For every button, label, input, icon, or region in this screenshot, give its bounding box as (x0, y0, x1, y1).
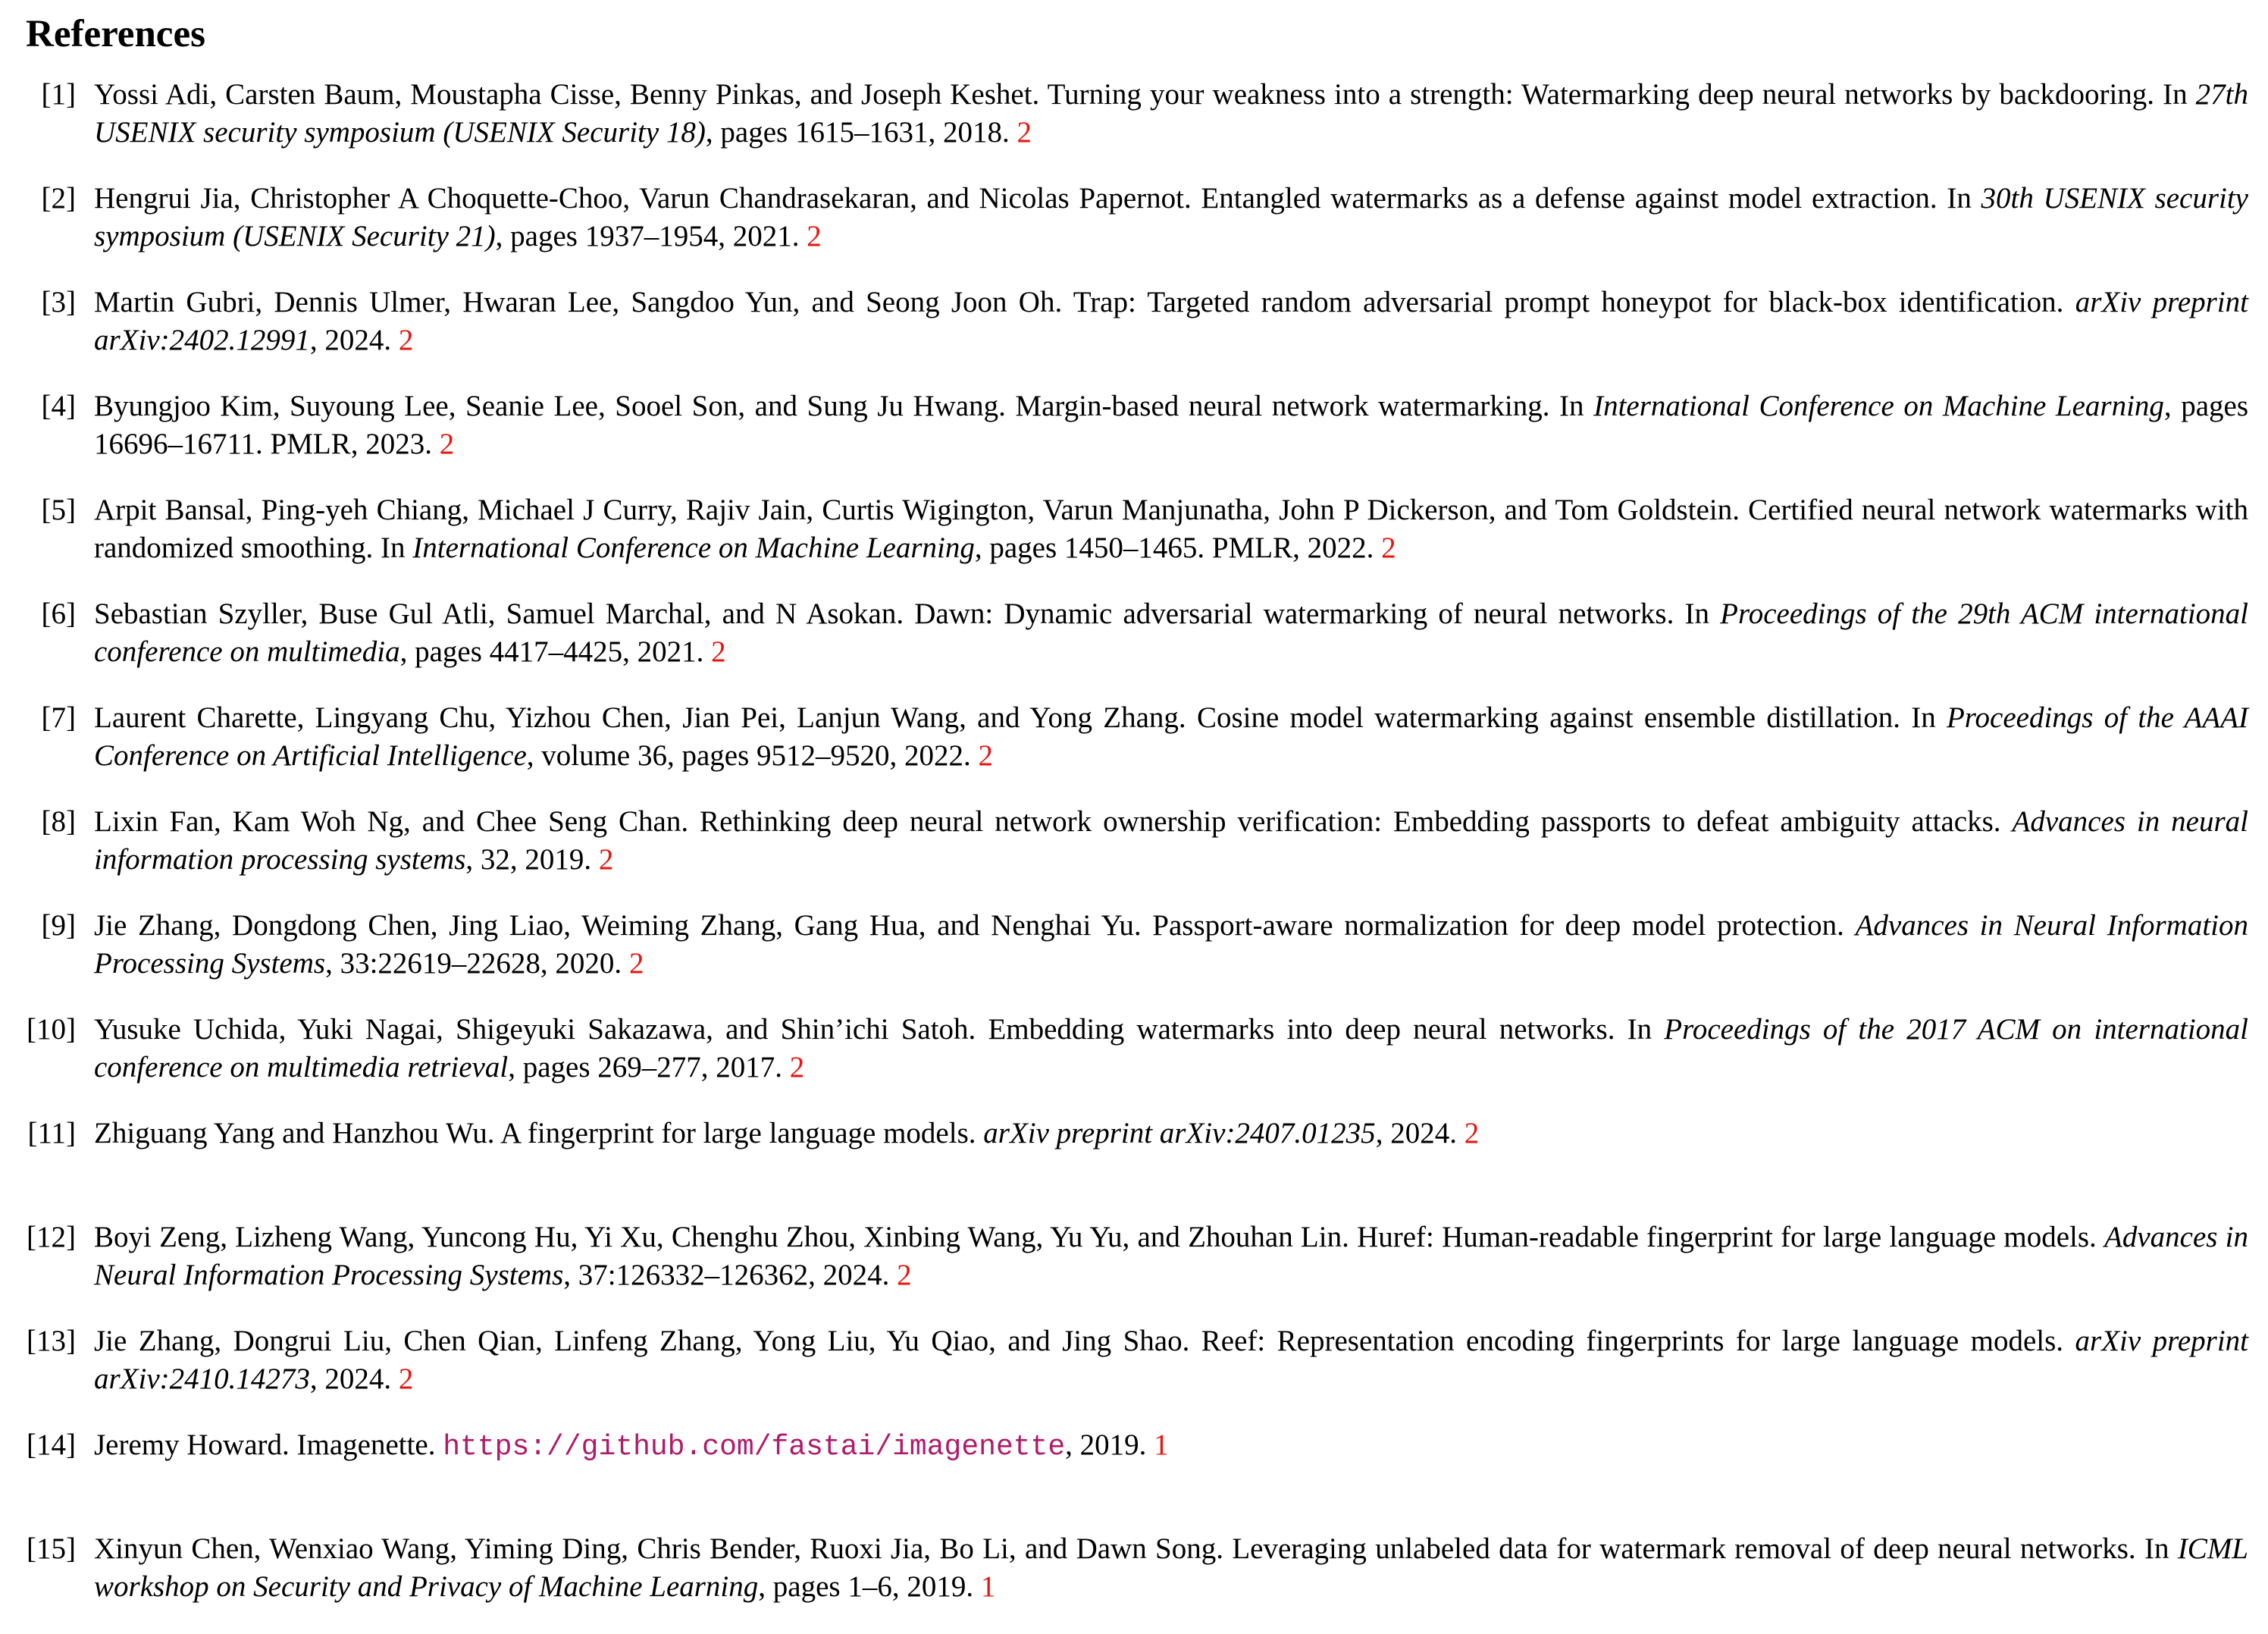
reference-venue: Advances in Neural Information Processing Systems (94, 909, 2248, 980)
reference-number: [9] (41, 909, 76, 942)
reference-text (94, 699, 2248, 775)
reference-number: [12] (27, 1221, 76, 1253)
reference-venue: 30th USENIX security symposium (USENIX Security 21) (94, 182, 2248, 252)
reference-authors-title: Byungjoo Kim, Suyoung Lee, Seanie Lee, Sooel Son, and Sung Ju Hwang. Margin-based neural network watermarking. In (94, 390, 1594, 422)
reference-authors-title: Jeremy Howard. Imagenette. (94, 1429, 443, 1461)
reference-number: [10] (27, 1013, 76, 1046)
reference-details: , pages 4417–4425, 2021. (399, 635, 712, 668)
reference-number: [2] (41, 182, 76, 215)
reference-backref-link[interactable]: 2 (1464, 1117, 1480, 1149)
reference-details: , pages 16696–16711. PMLR, 2023. (94, 390, 2249, 460)
reference-entry (0, 1011, 2268, 1115)
reference-backref-link[interactable]: 2 (1381, 532, 1396, 564)
reference-text (94, 907, 2248, 983)
reference-number: [13] (27, 1325, 76, 1357)
reference-authors-title: Sebastian Szyller, Buse Gul Atli, Samuel Marchal, and N Asokan. Dawn: Dynamic adversarial watermarking of neural networks. In (94, 597, 1721, 630)
reference-details: , volume 36, pages 9512–9520, 2022. (526, 739, 979, 772)
reference-backref-link[interactable]: 2 (598, 843, 614, 876)
reference-details: , 37:126332–126362, 2024. (563, 1259, 897, 1291)
reference-entry (0, 1426, 2268, 1530)
reference-entry (0, 699, 2268, 803)
reference-backref-link[interactable]: 2 (398, 324, 414, 356)
reference-venue: arXiv preprint arXiv:2407.01235 (983, 1117, 1376, 1149)
reference-venue: arXiv preprint arXiv:2410.14273 (94, 1325, 2248, 1395)
reference-text (94, 1426, 2248, 1466)
reference-number: [8] (41, 805, 76, 838)
reference-details: , pages 1937–1954, 2021. (495, 220, 807, 252)
reference-details: , pages 1450–1465. PMLR, 2022. (974, 532, 1382, 564)
reference-text (94, 180, 2248, 256)
reference-text (94, 595, 2248, 671)
reference-authors-title: Jie Zhang, Dongdong Chen, Jing Liao, Weiming Zhang, Gang Hua, and Nenghai Yu. Passport-aware normalization for deep model protection. (94, 909, 1856, 942)
reference-entry (0, 595, 2268, 699)
reference-text (94, 387, 2248, 463)
reference-authors-title: Lixin Fan, Kam Woh Ng, and Chee Seng Chan. Rethinking deep neural network ownership verification: Embedding passports to defeat ambiguity attacks. (94, 805, 2013, 838)
reference-venue: International Conference on Machine Learning (412, 532, 975, 564)
reference-authors-title: Laurent Charette, Lingyang Chu, Yizhou Chen, Jian Pei, Lanjun Wang, and Yong Zhang. Cosine model watermarking against ensemble distillation. In (94, 701, 1947, 734)
reference-venue: 27th USENIX security symposium (USENIX Security 18) (94, 78, 2248, 149)
reference-text (94, 491, 2248, 567)
reference-details: , pages 269–277, 2017. (508, 1051, 790, 1084)
reference-backref-link[interactable]: 2 (628, 947, 644, 980)
reference-venue: Proceedings of the 29th ACM international conference on multimedia (94, 597, 2248, 668)
reference-entry (0, 1322, 2268, 1426)
reference-details: , 2024. (309, 324, 399, 356)
reference-venue: ICML workshop on Security and Privacy of Machine Learning (94, 1532, 2248, 1603)
reference-venue: Proceedings of the 2017 ACM on international conference on multimedia retrieval (94, 1013, 2248, 1084)
reference-backref-link[interactable]: 1 (1154, 1429, 1169, 1461)
reference-authors-title: Hengrui Jia, Christopher A Choquette-Choo, Varun Chandrasekaran, and Nicolas Papernot. Entangled watermarks as a defense against model extraction. In (94, 182, 1981, 215)
reference-backref-link[interactable]: 2 (439, 428, 455, 460)
reference-list (0, 76, 2268, 1634)
reference-venue: Proceedings of the AAAI Conference on Artificial Intelligence (94, 701, 2248, 772)
reference-entry (0, 387, 2268, 491)
reference-venue: International Conference on Machine Learning (1593, 390, 2164, 422)
reference-number: [15] (27, 1532, 76, 1565)
reference-text (94, 1011, 2248, 1087)
reference-authors-title: Yusuke Uchida, Yuki Nagai, Shigeyuki Sakazawa, and Shin’ichi Satoh. Embedding watermarks into deep neural networks. In (94, 1013, 1665, 1046)
reference-number: [1] (41, 78, 76, 111)
reference-details: , 2024. (309, 1363, 399, 1395)
reference-venue: Advances in Neural Information Processing Systems (94, 1221, 2248, 1291)
reference-backref-link[interactable]: 2 (711, 635, 726, 668)
references-heading: References (26, 13, 205, 55)
reference-details: , 2019. (1065, 1429, 1154, 1461)
reference-text (94, 1530, 2248, 1606)
reference-entry (0, 76, 2268, 180)
reference-number: [14] (27, 1429, 76, 1461)
reference-text (94, 1218, 2248, 1294)
reference-authors-title: Xinyun Chen, Wenxiao Wang, Yiming Ding, Chris Bender, Ruoxi Jia, Bo Li, and Dawn Song. Leveraging unlabeled data for watermark removal of deep neural networks. In (94, 1532, 2178, 1565)
reference-entry (0, 1218, 2268, 1322)
reference-number: [5] (41, 494, 76, 526)
reference-entry (0, 180, 2268, 284)
reference-venue: arXiv preprint arXiv:2402.12991 (94, 286, 2248, 356)
reference-details: , pages 1615–1631, 2018. (705, 116, 1017, 149)
reference-details: , 32, 2019. (465, 843, 599, 876)
reference-details: , pages 1–6, 2019. (758, 1570, 981, 1603)
reference-authors-title: Jie Zhang, Dongrui Liu, Chen Qian, Linfeng Zhang, Yong Liu, Yu Qiao, and Jing Shao. Reef: Representation encoding fingerprints for large language models. (94, 1325, 2075, 1357)
reference-backref-link[interactable]: 2 (1017, 116, 1032, 149)
reference-text (94, 284, 2248, 359)
reference-entry (0, 803, 2268, 907)
reference-backref-link[interactable]: 2 (978, 739, 994, 772)
reference-entry (0, 491, 2268, 595)
reference-url-link[interactable]: https://github.com/fastai/imagenette (443, 1431, 1066, 1463)
reference-authors-title: Yossi Adi, Carsten Baum, Moustapha Cisse, Benny Pinkas, and Joseph Keshet. Turning your weakness into a strength: Watermarking deep neural networks by backdooring. In (94, 78, 2196, 111)
reference-backref-link[interactable]: 1 (980, 1570, 996, 1603)
reference-details: , 33:22619–22628, 2020. (325, 947, 629, 980)
reference-number: [11] (27, 1117, 76, 1149)
reference-number: [4] (41, 390, 76, 422)
reference-authors-title: Arpit Bansal, Ping-yeh Chiang, Michael J Curry, Rajiv Jain, Curtis Wigington, Varun Manjunatha, John P Dickerson, and Tom Goldstein. Certified neural network watermarks with randomized smoothing. In (94, 494, 2248, 564)
reference-number: [7] (41, 701, 76, 734)
reference-entry (0, 1115, 2268, 1218)
reference-entry (0, 284, 2268, 387)
reference-backref-link[interactable]: 2 (398, 1363, 414, 1395)
reference-entry (0, 907, 2268, 1011)
reference-number: [3] (41, 286, 76, 318)
reference-authors-title: Martin Gubri, Dennis Ulmer, Hwaran Lee, Sangdoo Yun, and Seong Joon Oh. Trap: Targeted random adversarial prompt honeypot for black-box identification. (94, 286, 2075, 318)
reference-venue: Advances in neural information processing systems (94, 805, 2248, 876)
reference-details: , 2024. (1375, 1117, 1464, 1149)
reference-text (94, 803, 2248, 879)
reference-text (94, 1322, 2248, 1398)
reference-entry (0, 1530, 2268, 1634)
reference-backref-link[interactable]: 2 (807, 220, 822, 252)
reference-authors-title: Boyi Zeng, Lizheng Wang, Yuncong Hu, Yi Xu, Chenghu Zhou, Xinbing Wang, Yu Yu, and Zhouhan Lin. Huref: Human-readable fingerprint for large language models. (94, 1221, 2104, 1253)
reference-number: [6] (41, 597, 76, 630)
reference-backref-link[interactable]: 2 (897, 1259, 912, 1291)
reference-text (94, 76, 2248, 152)
reference-authors-title: Zhiguang Yang and Hanzhou Wu. A fingerprint for large language models. (94, 1117, 984, 1149)
reference-backref-link[interactable]: 2 (789, 1051, 805, 1084)
reference-text (94, 1115, 2248, 1153)
